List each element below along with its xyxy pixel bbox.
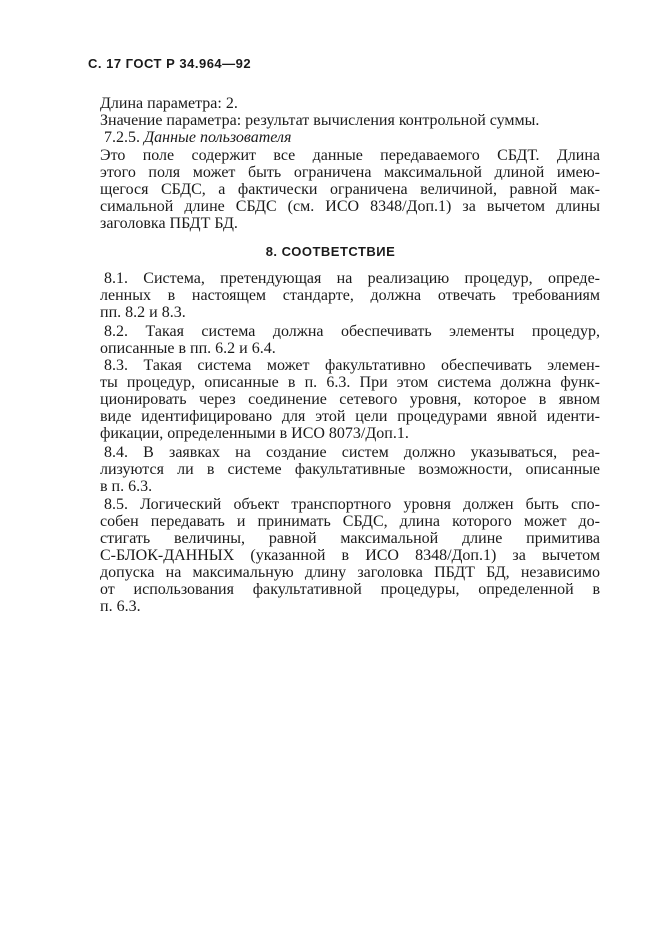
clause-7-2-5-title <box>100 129 600 146</box>
clause-line: в п. 6.3. <box>100 478 153 495</box>
clause-line: фикации, определенными в ИСО 8073/Доп.1. <box>100 425 409 442</box>
clause-8-1 <box>100 270 600 321</box>
parameter-value-line: Значение параметра: результат вычисления контрольной суммы. <box>100 112 540 129</box>
clause-8-5 <box>100 496 600 615</box>
clause-line: ционировать через соединение сетевого уровня, которое в явном <box>100 391 600 408</box>
page-header: С. 17 ГОСТ Р 34.964—92 <box>88 56 252 71</box>
parameter-length-line: Длина параметра: 2. <box>100 95 238 112</box>
paragraph-line: симальной длине СБДС (см. ИСО 8348/Доп.1) за вычетом длины <box>100 198 600 215</box>
clause-8-2 <box>100 323 600 357</box>
clause-line: 8.5. Логический объект транспортного уровня должен быть спо- <box>104 496 600 513</box>
clause-8-4 <box>100 444 600 495</box>
clause-line: ленных в настоящем стандарте, должна отвечать требованиям <box>100 287 600 304</box>
clause-title: Данные пользователя <box>144 129 292 146</box>
clause-line: собен передавать и принимать СБДС, длина которого может до- <box>100 513 600 530</box>
clause-line: 8.2. Такая система должна обеспечивать элементы процедур, <box>104 323 600 340</box>
clause-8-3 <box>100 357 600 442</box>
clause-line: описанные в пп. 6.2 и 6.4. <box>100 340 276 357</box>
paragraph-line: заголовка ПБДТ БД. <box>100 215 238 232</box>
clause-line: виде идентифицировано для этой цели процедурами явной иденти- <box>100 408 600 425</box>
paragraph-line: щегося СБДС, а фактически ограничена величиной, равной мак- <box>100 181 600 198</box>
clause-line: пп. 8.2 и 8.3. <box>100 304 186 321</box>
clause-line: допуска на максимальную длину заголовка ПБДТ БД, независимо <box>100 564 600 581</box>
user-data-paragraph <box>100 147 600 232</box>
parameter-block <box>100 95 600 146</box>
clause-line: от использования факультативной процедуры, определенной в <box>100 581 600 598</box>
section-title: 8. СООТВЕТСТВИЕ <box>265 244 396 259</box>
clause-line: С-БЛОК-ДАННЫХ (указанной в ИСО 8348/Доп.1) за вычетом <box>100 547 600 564</box>
clause-line: стигать величины, равной максимальной длине примитива <box>100 530 600 547</box>
clause-line: ты процедур, описанные в п. 6.3. При этом система должна функ- <box>100 374 600 391</box>
paragraph-line: Это поле содержит все данные передаваемого СБДТ. Длина <box>100 147 600 164</box>
clause-line: 8.3. Такая система может факультативно обеспечивать элемен- <box>104 357 600 374</box>
paragraph-line: этого поля может быть ограничена максимальной длиной имею- <box>100 164 600 181</box>
clause-line: 8.1. Система, претендующая на реализацию процедур, опреде- <box>104 270 600 287</box>
clause-line: 8.4. В заявках на создание систем должно указываться, реа- <box>104 444 600 461</box>
clause-line: лизуются ли в системе факультативные возможности, описанные <box>100 461 600 478</box>
clause-line: п. 6.3. <box>100 598 141 615</box>
clause-number: 7.2.5. <box>104 129 140 146</box>
